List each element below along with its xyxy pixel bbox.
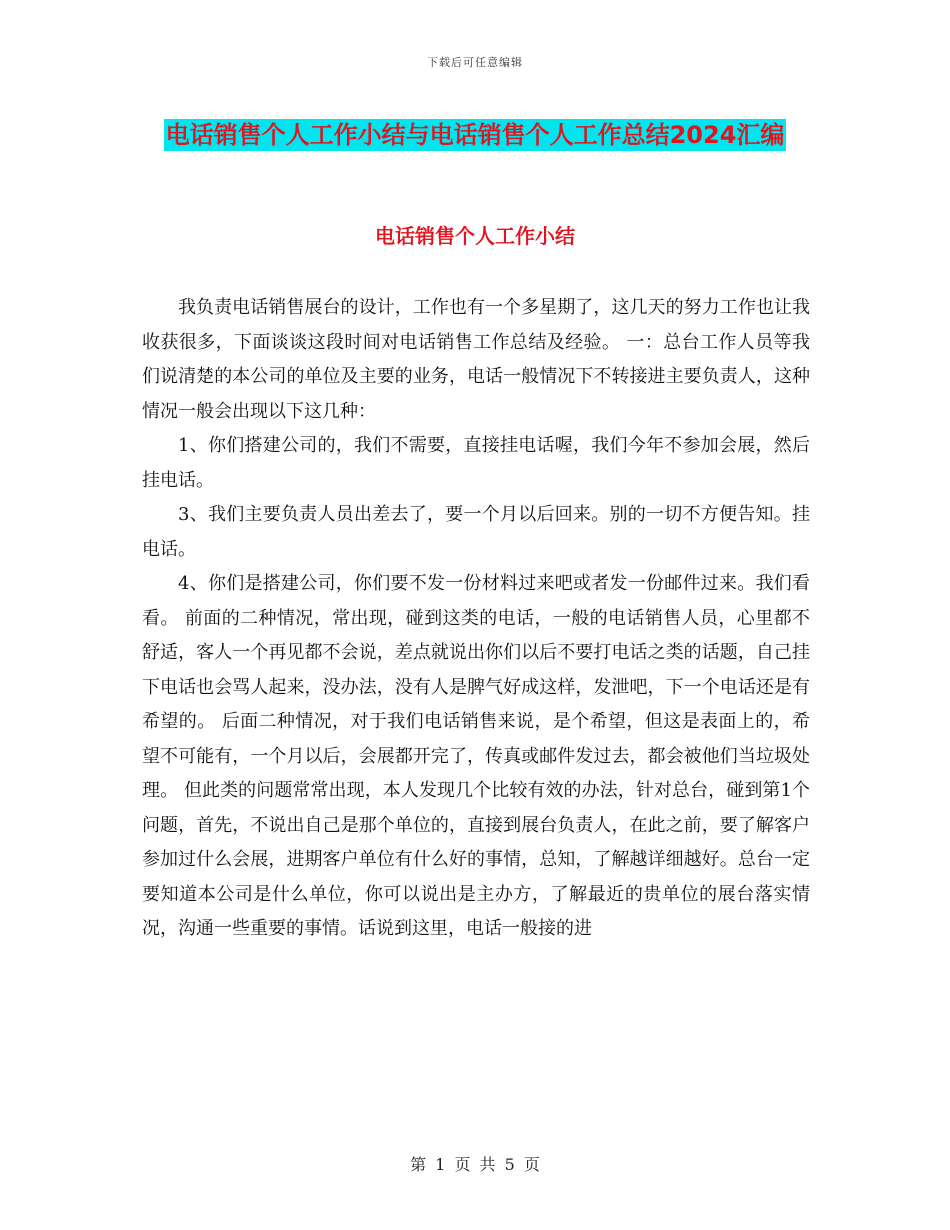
section-title: 电话销售个人工作小结 [375,224,575,248]
body-paragraph: 4、你们是搭建公司，你们要不发一份材料过来吧或者发一份邮件过来。我们看看。 前面的二种情况，常出现，碰到这类的电话，一般的电话销售人员，心里都不舒适，客人一个再见都不会说，差点就说出你们以后不要打电话之类的话题，自己挂下电话也会骂人起来，没办法，没有人是脾气好成这样，发泄吧，下一个电话还是有希望的。 后面二种情况，对于我们电话销售来说，是个希望，但这是表面上的，希望不可能有，一个月以后，会展都开完了，传真或邮件发过去，都会被他们当垃圾处理。 但此类的问题常常出现，本人发现几个比较有效的办法，针对总台，碰到第1个问题，首先，不说出自己是那个单位的，直接到展台负责人，在此之前，要了解客户参加过什么会展，进期客户单位有什么好的事情，总知，了解越详细越好。总台一定要知道本公司是什么单位，你可以说出是主办方，了解最近的贵单位的展台落实情况，沟通一些重要的事情。话说到这里，电话一般接的进 [142,573,810,939]
document-title [140,114,810,156]
body-paragraph: 3、我们主要负责人员出差去了，要一个月以后回来。别的一切不方便告知。挂电话。 [142,504,810,560]
page-number-footer: 第 1 页 共 5 页 [410,1155,540,1174]
body-paragraph: 1、你们搭建公司的，我们不需要，直接挂电话喔，我们今年不参加会展，然后挂电话。 [142,435,810,491]
document-body [142,291,810,947]
document-title-text: 电话销售个人工作小结与电话销售个人工作总结2024汇编 [165,121,785,149]
body-paragraph: 我负责电话销售展台的设计，工作也有一个多星期了，这几天的努力工作也让我收获很多，下面谈谈这段时间对电话销售工作总结及经验。 一：总台工作人员等我们说清楚的本公司的单位及主要的业务，电话一般情况下不转接进主要负责人，这种情况一般会出现以下这几种： [142,297,810,422]
page-header-note: 下载后可任意编辑 [427,56,523,69]
